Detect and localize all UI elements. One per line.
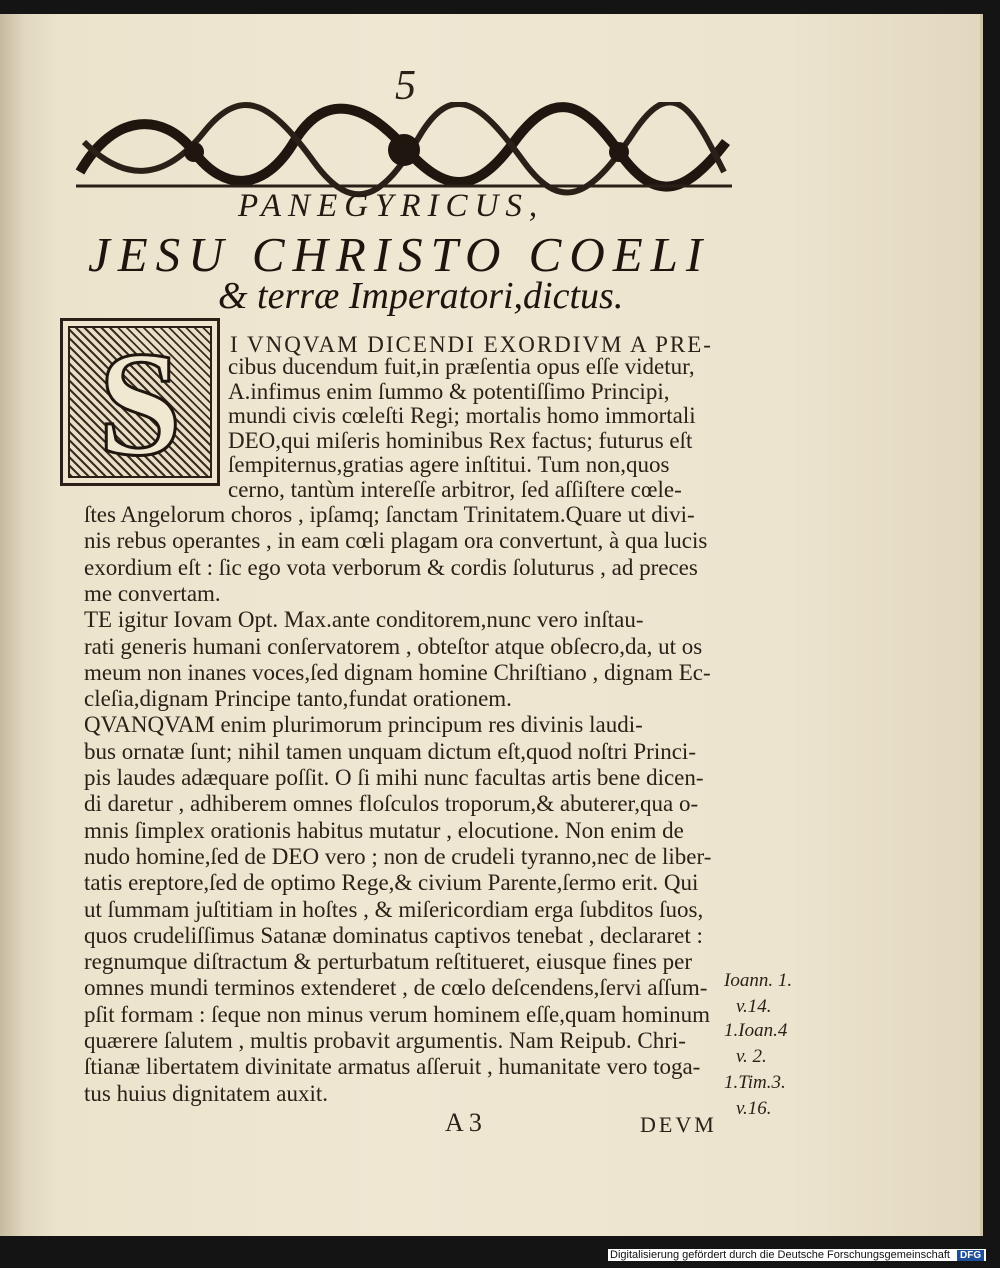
text-line: pſit formam : ſeque non minus verum hominem eſſe,quam hominum [84, 1001, 711, 1027]
text-line: quærere ſalutem , multis probavit argumentis. Nam Reipub. Chri- [84, 1028, 686, 1053]
text-line: omnes mundi terminos extenderet , de cœlo deſcendens,ſervi aſſum- [84, 975, 708, 1001]
digitization-credit [608, 1249, 986, 1261]
text-line: regnumque diſtractum & perturbatum reſtitueret, eiusque fines per [84, 949, 693, 975]
text-line: ſtes Angelorum choros , ipſamq; ſanctam Trinitatem.Quare ut divi- [84, 502, 695, 527]
text-line: TE igitur Iovam Opt. Max.ante conditorem,nunc vero inſtau- [84, 607, 644, 633]
text-line: di daretur , adhiberem omnes floſculos troporum,& abuterer,qua o- [84, 791, 699, 817]
dfg-logo: DFG [957, 1250, 984, 1261]
text-line: cerno, tantùm intereſſe arbitror, ſed aſſiſtere cœle- [228, 477, 682, 502]
text-line: me convertam. [84, 580, 221, 606]
text-line: A.infimus enim ſummo & potentiſſimo Principi, [228, 378, 670, 404]
text-line: ſempiternus,gratias agere inſtitui. Tum non,quos [228, 452, 670, 478]
margin-note: 1.Tim.3. [724, 1072, 786, 1093]
text-line: nudo homine,ſed de DEO vero ; non de crudeli tyranno,nec de liber- [84, 843, 712, 869]
initial-letter: S [98, 321, 182, 487]
margin-note: v.16. [736, 1098, 772, 1119]
title-imperatori: & terræ Imperatori,dictus. [218, 275, 624, 317]
title-panegyricus: PANEGYRICUS, [238, 188, 545, 224]
decorated-initial [60, 318, 220, 486]
margin-note: v.14. [736, 996, 772, 1017]
text-line: QVANQVAM enim plurimorum principum res divinis laudi- [84, 712, 643, 738]
text-line: cibus ducendum fuit,in præſentia opus eſſe videtur, [228, 354, 695, 379]
text-line: tus huius dignitatem auxit. [84, 1080, 329, 1106]
text-line: meum non inanes voces,ſed dignam homine Chriſtiano , dignam Ec- [84, 659, 711, 685]
page-number: 5 [395, 63, 416, 109]
text-line: mnis ſimplex orationis habitus mutatur , elocutione. Non enim de [84, 817, 684, 843]
text-line: cleſia,dignam Principe tanto,fundat orationem. [84, 686, 512, 712]
text-line: exordium eſt : ſic ego vota verborum & cordis ſoluturus , ad preces [84, 554, 698, 580]
text-line: pis laudes adæquare poſſit. O ſi mihi nunc facultas artis bene dicen- [84, 765, 704, 790]
page-gutter-shadow [0, 14, 26, 1236]
text-line: DEO,qui miſeris hominibus Rex factus; futurus eſt [228, 427, 693, 453]
margin-note: v. 2. [736, 1046, 767, 1067]
margin-note: 1.Ioan.4 [724, 1020, 788, 1041]
text-line: quos crudeliſſimus Satanæ dominatus captivos tenebat , declararet : [84, 922, 703, 948]
text-line: bus ornatæ ſunt; nihil tamen unquam dictum eſt,quod noſtri Princi- [84, 738, 696, 764]
text-line: ut ſummam juſtitiam in hoſtes , & miſericordiam erga ſubditos ſuos, [84, 896, 704, 922]
title-jesu-christo: JESU CHRISTO COELI [88, 227, 711, 282]
credit-text: Digitalisierung gefördert durch die Deutsche Forschungsgemeinschaft [610, 1249, 950, 1261]
text-line: nis rebus operantes , in eam cœli plagam ora convertunt, à qua lucis [84, 528, 708, 554]
signature-mark: A 3 [445, 1108, 482, 1137]
headpiece-ornament [74, 102, 734, 198]
text-line: tatis ereptore,ſed de optimo Rege,& civium Parente,ſermo erit. Qui [84, 870, 699, 896]
margin-note: Ioann. 1. [724, 970, 793, 991]
text-line: rati generis humani conſervatorem , obteſtor atque obſecro,da, ut os [84, 633, 703, 659]
text-line: I VNQVAM DICENDI EXORDIVM A PRE- [230, 332, 713, 357]
text-line: mundi civis cœleſti Regi; mortalis homo immortali [228, 403, 696, 429]
catchword: DEVM [640, 1112, 717, 1137]
text-line: ſtianæ libertatem divinitate armatus aſſeruit , humanitate vero toga- [84, 1054, 701, 1080]
